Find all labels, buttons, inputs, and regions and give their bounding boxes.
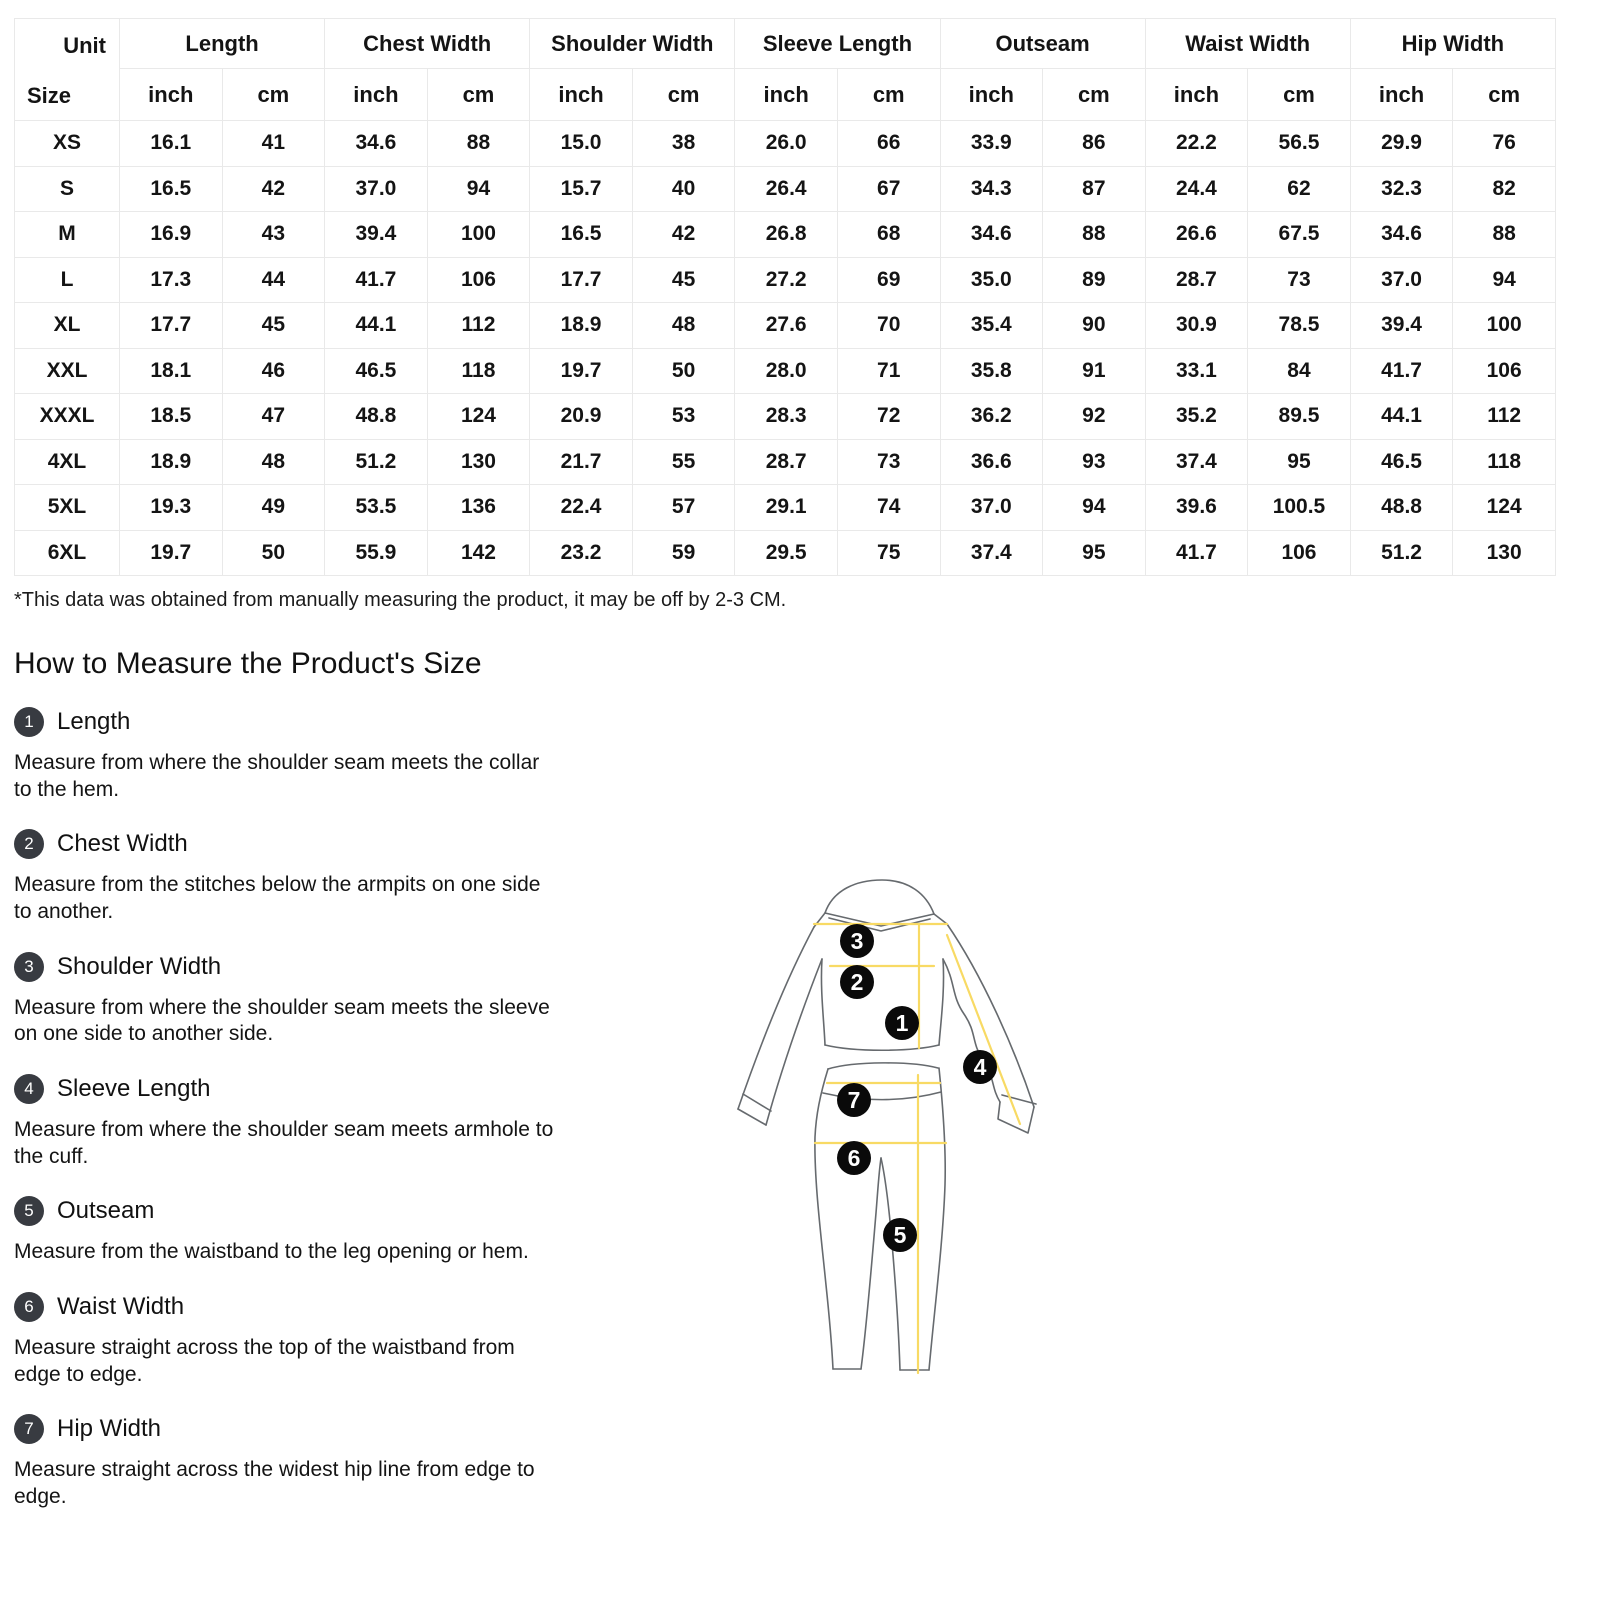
measurement-cell: 94 (427, 166, 530, 212)
measurement-cell: 35.8 (940, 348, 1043, 394)
pants-outline (815, 1063, 945, 1370)
guide-item-description: Measure from where the shoulder seam meets armhole to the cuff. (14, 1117, 554, 1168)
guide-item-head (14, 1414, 614, 1444)
header-unit-row (15, 69, 1556, 121)
unit-header: cm (1453, 69, 1556, 121)
guide-item-label: Sleeve Length (57, 1074, 211, 1102)
diagram-marker-7 (837, 1083, 871, 1117)
measurement-cell: 36.2 (940, 394, 1043, 440)
column-header: Sleeve Length (735, 19, 940, 69)
svg-text:7: 7 (847, 1087, 861, 1113)
measurement-cell: 15.0 (530, 121, 633, 167)
measurement-cell: 23.2 (530, 530, 633, 576)
guide-item (14, 1074, 614, 1170)
guide-item-description: Measure straight across the widest hip line from edge to edge. (14, 1458, 535, 1508)
guide-item-head (14, 829, 614, 859)
measurement-cell: 46 (222, 348, 325, 394)
measurement-cell: 29.5 (735, 530, 838, 576)
row-size-label: 5XL (15, 485, 120, 531)
measurement-cell: 30.9 (1145, 303, 1248, 349)
measurement-cell: 26.0 (735, 121, 838, 167)
guide-item (14, 1196, 614, 1266)
measurement-cell: 92 (1043, 394, 1146, 440)
measurement-cell: 19.7 (530, 348, 633, 394)
measurement-cell: 100 (1453, 303, 1556, 349)
measurement-cell: 106 (1248, 530, 1351, 576)
measurement-cell: 19.7 (120, 530, 223, 576)
measurement-cell: 42 (222, 166, 325, 212)
measurement-cell: 106 (1453, 348, 1556, 394)
table-row (15, 439, 1556, 485)
measurement-cell: 29.1 (735, 485, 838, 531)
unit-header: inch (325, 69, 428, 121)
row-size-label: L (15, 257, 120, 303)
guide-item (14, 1414, 614, 1510)
measurement-cell: 29.9 (1350, 121, 1453, 167)
measurement-cell: 46.5 (325, 348, 428, 394)
svg-text:1: 1 (895, 1010, 909, 1036)
measurement-cell: 48 (632, 303, 735, 349)
measure-guide-section (14, 707, 1586, 1511)
measurement-cell: 44.1 (325, 303, 428, 349)
measurement-cell: 87 (1043, 166, 1146, 212)
measurement-cell: 16.1 (120, 121, 223, 167)
guide-item (14, 707, 614, 803)
measurement-cell: 21.7 (530, 439, 633, 485)
step-number-badge: 6 (14, 1292, 44, 1322)
guide-item-label: Outseam (57, 1197, 155, 1225)
measurement-cell: 27.6 (735, 303, 838, 349)
corner-unit-label: Unit (63, 33, 106, 58)
measurement-cell: 55.9 (325, 530, 428, 576)
measurement-footnote: *This data was obtained from manually measuring the product, it may be off by 2-3 CM. (14, 589, 787, 611)
measurement-cell: 100.5 (1248, 485, 1351, 531)
column-header: Chest Width (325, 19, 530, 69)
measurement-cell: 88 (1453, 212, 1556, 258)
measurement-cell: 46.5 (1350, 439, 1453, 485)
guide-item-description: Measure from the stitches below the armpits on one side to another. (14, 873, 541, 923)
measurement-cell: 35.2 (1145, 394, 1248, 440)
guide-item-description: Measure from where the shoulder seam meets the sleeve on one side to another side. (14, 995, 550, 1046)
svg-text:2: 2 (850, 969, 864, 995)
measurement-cell: 93 (1043, 439, 1146, 485)
measurement-cell: 34.3 (940, 166, 1043, 212)
measurement-cell: 16.9 (120, 212, 223, 258)
svg-text:5: 5 (893, 1222, 907, 1248)
measurement-cell: 15.7 (530, 166, 633, 212)
measurement-cell: 36.6 (940, 439, 1043, 485)
measurement-cell: 106 (427, 257, 530, 303)
unit-header: inch (940, 69, 1043, 121)
diagram-marker-5 (883, 1218, 917, 1252)
step-number-badge: 3 (14, 952, 44, 982)
measurement-cell: 26.6 (1145, 212, 1248, 258)
corner-cell (15, 19, 120, 121)
guide-item-description: Measure from where the shoulder seam meets the collar to the hem. (14, 751, 540, 801)
measurement-cell: 50 (632, 348, 735, 394)
unit-header: cm (427, 69, 530, 121)
column-header: Shoulder Width (530, 19, 735, 69)
measurement-cell: 55 (632, 439, 735, 485)
unit-header: cm (837, 69, 940, 121)
diagram-marker-6 (837, 1141, 871, 1175)
guide-item-head (14, 952, 614, 982)
row-size-label: XXL (15, 348, 120, 394)
unit-header: inch (1145, 69, 1248, 121)
measurement-cell: 124 (427, 394, 530, 440)
measurement-cell: 67 (837, 166, 940, 212)
measurement-cell: 33.9 (940, 121, 1043, 167)
measurement-cell: 51.2 (1350, 530, 1453, 576)
measurement-cell: 18.1 (120, 348, 223, 394)
diagram-marker-4 (963, 1050, 997, 1084)
measurement-cell: 88 (1043, 212, 1146, 258)
measurement-cell: 28.3 (735, 394, 838, 440)
guide-item-head (14, 1074, 614, 1104)
measurement-cell: 89 (1043, 257, 1146, 303)
measurement-cell: 90 (1043, 303, 1146, 349)
measurement-cell: 32.3 (1350, 166, 1453, 212)
measurement-cell: 34.6 (325, 121, 428, 167)
step-number-badge: 1 (14, 707, 44, 737)
measurement-cell: 95 (1248, 439, 1351, 485)
measurement-cell: 136 (427, 485, 530, 531)
measurement-cell: 19.3 (120, 485, 223, 531)
measurement-cell: 68 (837, 212, 940, 258)
measurement-cell: 53 (632, 394, 735, 440)
measurement-cell: 56.5 (1248, 121, 1351, 167)
measurement-cell: 28.0 (735, 348, 838, 394)
hoodie-outline (738, 880, 1036, 1133)
table-row (15, 394, 1556, 440)
measurement-cell: 26.4 (735, 166, 838, 212)
table-row (15, 166, 1556, 212)
guide-item (14, 952, 614, 1048)
unit-header: inch (1350, 69, 1453, 121)
measurement-cell: 48.8 (1350, 485, 1453, 531)
row-size-label: S (15, 166, 120, 212)
measurement-cell: 130 (427, 439, 530, 485)
guide-item-label: Hip Width (57, 1415, 162, 1443)
measurement-cell: 39.4 (1350, 303, 1453, 349)
measurement-cell: 35.4 (940, 303, 1043, 349)
measurement-cell: 82 (1453, 166, 1556, 212)
table-row (15, 303, 1556, 349)
measurement-cell: 67.5 (1248, 212, 1351, 258)
measurement-cell: 78.5 (1248, 303, 1351, 349)
measurement-cell: 22.2 (1145, 121, 1248, 167)
measurement-cell: 44 (222, 257, 325, 303)
measurement-cell: 28.7 (1145, 257, 1248, 303)
measurement-cell: 66 (837, 121, 940, 167)
guide-item-label: Waist Width (57, 1292, 185, 1320)
measurement-cell: 18.9 (530, 303, 633, 349)
measurement-cell: 48.8 (325, 394, 428, 440)
measurement-cell: 34.6 (1350, 212, 1453, 258)
table-row (15, 257, 1556, 303)
measurement-cell: 22.4 (530, 485, 633, 531)
measurement-cell: 73 (1248, 257, 1351, 303)
svg-text:4: 4 (973, 1054, 987, 1080)
measurement-cell: 48 (222, 439, 325, 485)
measurement-cell: 37.0 (940, 485, 1043, 531)
measurement-cell: 118 (1453, 439, 1556, 485)
measurement-cell: 91 (1043, 348, 1146, 394)
row-size-label: M (15, 212, 120, 258)
measurement-cell: 73 (837, 439, 940, 485)
garment-diagram (662, 845, 1062, 1405)
measurement-cell: 57 (632, 485, 735, 531)
measurement-cell: 41 (222, 121, 325, 167)
table-row (15, 530, 1556, 576)
measurement-cell: 43 (222, 212, 325, 258)
measurement-cell: 16.5 (120, 166, 223, 212)
measurement-cell: 42 (632, 212, 735, 258)
measurement-cell: 16.5 (530, 212, 633, 258)
diagram-marker-1 (885, 1006, 919, 1040)
guide-item (14, 829, 614, 925)
measurement-cell: 70 (837, 303, 940, 349)
step-number-badge: 5 (14, 1196, 44, 1226)
column-header: Hip Width (1350, 19, 1555, 69)
measurement-cell: 49 (222, 485, 325, 531)
table-row (15, 212, 1556, 258)
step-number-badge: 4 (14, 1074, 44, 1104)
measurement-cell: 86 (1043, 121, 1146, 167)
measurement-cell: 88 (427, 121, 530, 167)
guide-item-head (14, 1196, 614, 1226)
measurement-cell: 45 (222, 303, 325, 349)
guide-item-head (14, 707, 614, 737)
measurement-cell: 50 (222, 530, 325, 576)
measurement-cell: 84 (1248, 348, 1351, 394)
measurement-cell: 39.4 (325, 212, 428, 258)
corner-size-label: Size (27, 83, 72, 108)
diagram-marker-2 (840, 965, 874, 999)
measurement-cell: 94 (1043, 485, 1146, 531)
measurement-cell: 72 (837, 394, 940, 440)
measurement-cell: 41.7 (325, 257, 428, 303)
measurement-cell: 26.8 (735, 212, 838, 258)
measurement-cell: 17.7 (530, 257, 633, 303)
measurement-cell: 39.6 (1145, 485, 1248, 531)
table-row (15, 121, 1556, 167)
measurement-cell: 41.7 (1350, 348, 1453, 394)
guide-item-label: Shoulder Width (57, 952, 222, 980)
svg-text:6: 6 (847, 1145, 861, 1171)
size-chart-head (15, 19, 1556, 121)
measurement-cell: 47 (222, 394, 325, 440)
measurement-cell: 124 (1453, 485, 1556, 531)
guide-item-description: Measure from the waistband to the leg opening or hem. (14, 1240, 529, 1264)
measurement-cell: 100 (427, 212, 530, 258)
measurement-cell: 59 (632, 530, 735, 576)
measurement-cell: 51.2 (325, 439, 428, 485)
guide-title: How to Measure the Product's Size (14, 647, 482, 680)
measurement-cell: 20.9 (530, 394, 633, 440)
unit-header: inch (120, 69, 223, 121)
size-chart-body (15, 121, 1556, 576)
measurement-cell: 112 (427, 303, 530, 349)
measurement-cell: 18.5 (120, 394, 223, 440)
measurement-cell: 44.1 (1350, 394, 1453, 440)
measurement-cell: 71 (837, 348, 940, 394)
measurement-cell: 37.4 (1145, 439, 1248, 485)
measurement-cell: 130 (1453, 530, 1556, 576)
unit-header: cm (222, 69, 325, 121)
guide-item-label: Chest Width (57, 830, 188, 858)
measurement-cell: 38 (632, 121, 735, 167)
diagram-marker-3 (840, 924, 874, 958)
row-size-label: XS (15, 121, 120, 167)
guide-item-description: Measure straight across the top of the waistband from edge to edge. (14, 1335, 515, 1386)
unit-header: cm (632, 69, 735, 121)
row-size-label: XXXL (15, 394, 120, 440)
measurement-cell: 33.1 (1145, 348, 1248, 394)
unit-header: inch (530, 69, 633, 121)
measurement-cell: 69 (837, 257, 940, 303)
measurement-cell: 118 (427, 348, 530, 394)
measurement-cell: 89.5 (1248, 394, 1351, 440)
row-size-label: XL (15, 303, 120, 349)
measurement-cell: 62 (1248, 166, 1351, 212)
measurement-cell: 28.7 (735, 439, 838, 485)
unit-header: cm (1043, 69, 1146, 121)
unit-header: inch (735, 69, 838, 121)
measurement-cell: 76 (1453, 121, 1556, 167)
column-header: Waist Width (1145, 19, 1350, 69)
measurement-cell: 17.3 (120, 257, 223, 303)
measurement-cell: 142 (427, 530, 530, 576)
measurement-cell: 24.4 (1145, 166, 1248, 212)
measurement-cell: 18.9 (120, 439, 223, 485)
step-number-badge: 7 (14, 1414, 44, 1444)
measurement-cell: 45 (632, 257, 735, 303)
size-chart-table (14, 18, 1556, 576)
row-size-label: 4XL (15, 439, 120, 485)
table-row (15, 485, 1556, 531)
measurement-cell: 95 (1043, 530, 1146, 576)
measurement-cell: 112 (1453, 394, 1556, 440)
step-number-badge: 2 (14, 829, 44, 859)
svg-text:3: 3 (850, 928, 864, 954)
unit-header: cm (1248, 69, 1351, 121)
guide-item-head (14, 1292, 614, 1322)
measurement-cell: 17.7 (120, 303, 223, 349)
column-header: Length (120, 19, 325, 69)
row-size-label: 6XL (15, 530, 120, 576)
guide-item-label: Length (57, 708, 131, 735)
measurement-cell: 34.6 (940, 212, 1043, 258)
measurement-cell: 35.0 (940, 257, 1043, 303)
measurement-cell: 37.4 (940, 530, 1043, 576)
table-row (15, 348, 1556, 394)
measurement-cell: 74 (837, 485, 940, 531)
guide-item (14, 1292, 614, 1388)
measurement-cell: 40 (632, 166, 735, 212)
measurement-cell: 53.5 (325, 485, 428, 531)
measurement-cell: 75 (837, 530, 940, 576)
sleeve-length-line (947, 935, 1020, 1124)
measurement-cell: 37.0 (1350, 257, 1453, 303)
header-group-row (15, 19, 1556, 69)
measurement-cell: 41.7 (1145, 530, 1248, 576)
measurement-cell: 27.2 (735, 257, 838, 303)
column-header: Outseam (940, 19, 1145, 69)
measurement-cell: 37.0 (325, 166, 428, 212)
measurement-cell: 94 (1453, 257, 1556, 303)
